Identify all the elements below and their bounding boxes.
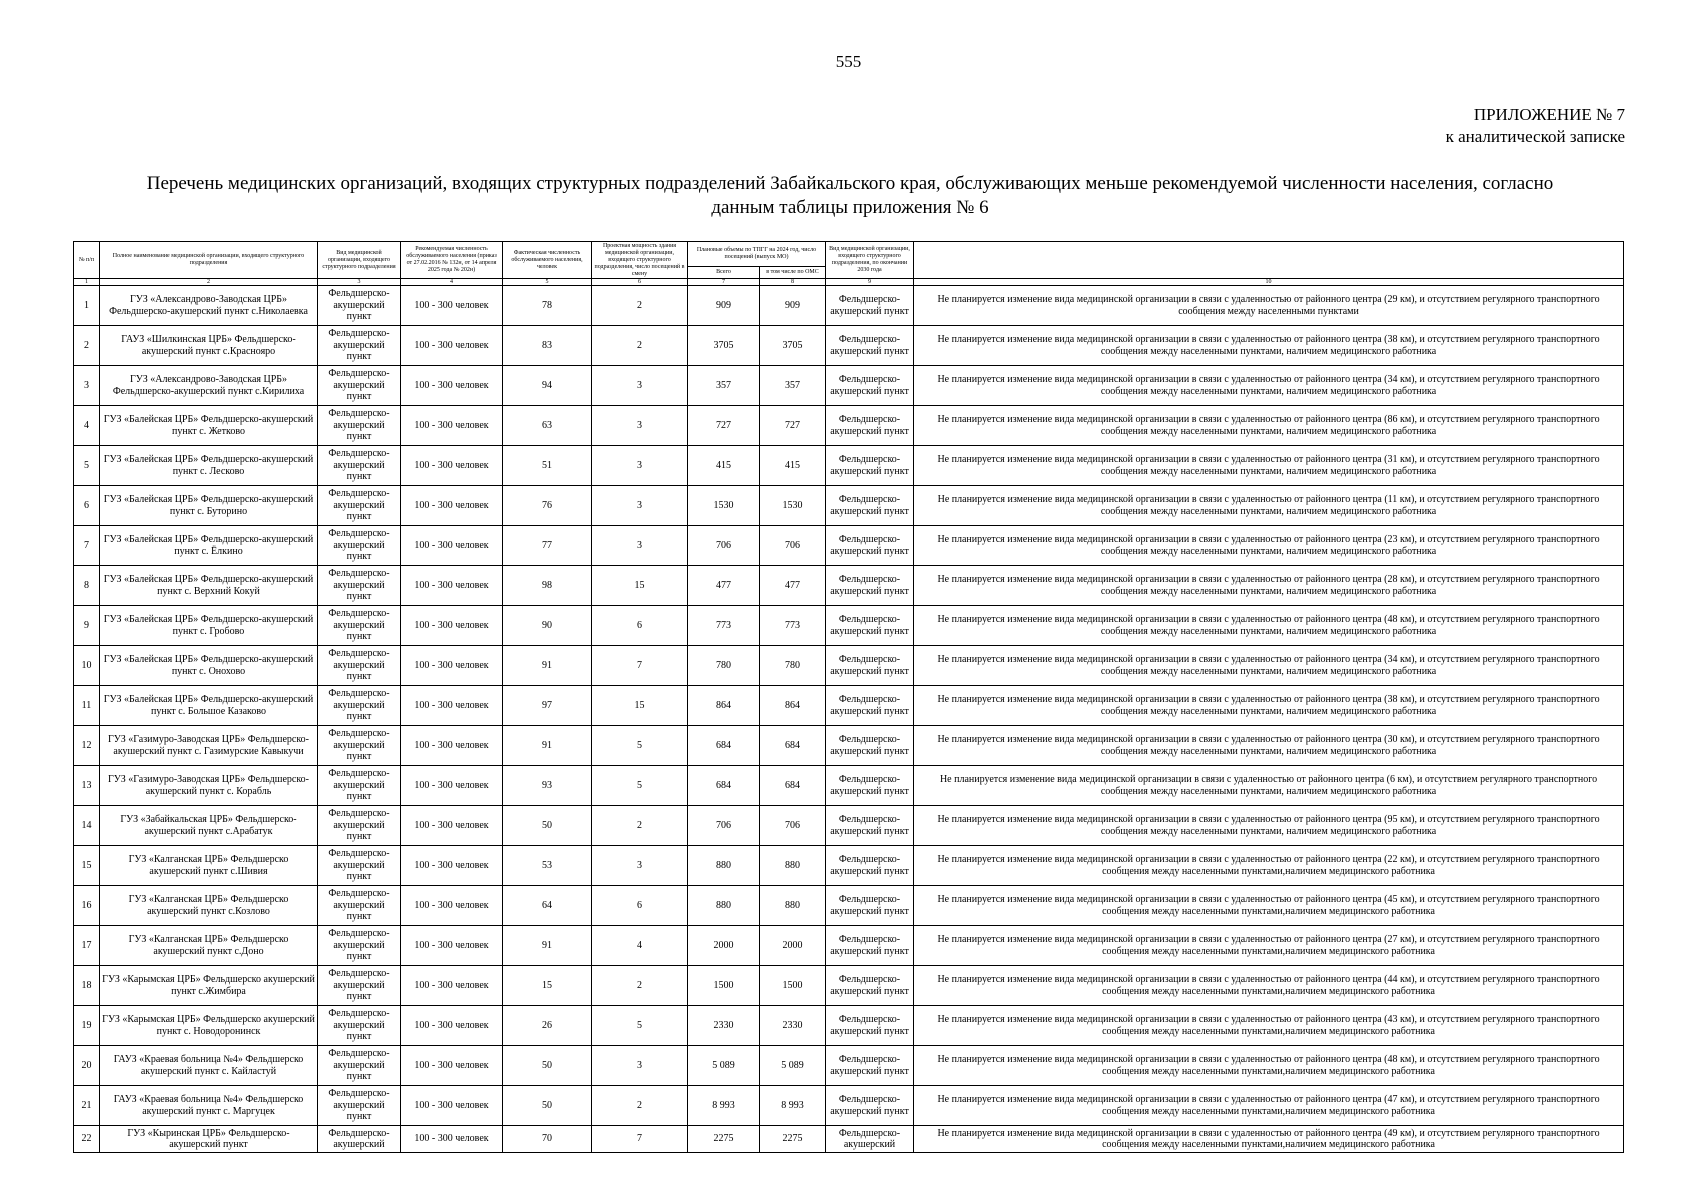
- cell-num: 5: [74, 446, 100, 486]
- cell-volume-total: 1500: [688, 966, 760, 1006]
- cell-note: Не планируется изменение вида медицинской организации в связи с удаленностью от районного центра (28 км), и отсутствием регулярного транспортного сообщения между населенными пунктами, наличием медицинского работника: [914, 566, 1624, 606]
- header-volumes-group: Плановые объемы по ТПГГ на 2024 год, число посещений (выпуск МО): [688, 242, 826, 267]
- cell-volume-oms: 2000: [760, 926, 826, 966]
- table-row: [74, 646, 1624, 686]
- cell-organization-name: ГУЗ «Балейская ЦРБ» Фельдшерско-акушерский пункт с. Лесково: [100, 446, 318, 486]
- page-number: 555: [835, 52, 862, 71]
- column-number: 7: [688, 279, 760, 286]
- cell-organization-type: Фельдшерско-акушерский пункт: [318, 966, 401, 1006]
- cell-actual-population: 70: [503, 1126, 592, 1153]
- cell-design-capacity: 3: [592, 846, 688, 886]
- cell-organization-name: ГУЗ «Александрово-Заводская ЦРБ» Фельдшерско-акушерский пункт с.Николаевка: [100, 286, 318, 326]
- table-row: [74, 846, 1624, 886]
- cell-note: Не планируется изменение вида медицинской организации в связи с удаленностью от районного центра (31 км), и отсутствием регулярного транспортного сообщения между населенными пунктами, наличием медицинского работника: [914, 446, 1624, 486]
- cell-note: Не планируется изменение вида медицинской организации в связи с удаленностью от районного центра (86 км), и отсутствием регулярного транспортного сообщения между населенными пунктами, наличием медицинского работника: [914, 406, 1624, 446]
- cell-volume-oms: 8 993: [760, 1086, 826, 1126]
- cell-note: Не планируется изменение вида медицинской организации в связи с удаленностью от районного центра (34 км), и отсутствием регулярного транспортного сообщения между населенными пунктами, наличием медицинского работника: [914, 366, 1624, 406]
- cell-volume-oms: 3705: [760, 326, 826, 366]
- cell-num: 2: [74, 326, 100, 366]
- cell-num: 3: [74, 366, 100, 406]
- cell-recommended-population: 100 - 300 человек: [401, 366, 503, 406]
- cell-volume-total: 357: [688, 366, 760, 406]
- cell-design-capacity: 15: [592, 566, 688, 606]
- cell-design-capacity: 6: [592, 886, 688, 926]
- cell-planned-type: Фельдшерско-акушерский пункт: [826, 406, 914, 446]
- cell-planned-type: Фельдшерско-акушерский пункт: [826, 886, 914, 926]
- table-row: [74, 726, 1624, 766]
- cell-volume-oms: 357: [760, 366, 826, 406]
- column-number: 10: [914, 279, 1624, 286]
- cell-num: 13: [74, 766, 100, 806]
- cell-recommended-population: 100 - 300 человек: [401, 1046, 503, 1086]
- cell-note: Не планируется изменение вида медицинской организации в связи с удаленностью от районного центра (34 км), и отсутствием регулярного транспортного сообщения между населенными пунктами, наличием медицинского работника: [914, 646, 1624, 686]
- cell-design-capacity: 7: [592, 1126, 688, 1153]
- cell-note: Не планируется изменение вида медицинской организации в связи с удаленностью от районного центра (44 км), и отсутствием регулярного транспортного сообщения между населенными пунктами,наличием медицинского работника: [914, 966, 1624, 1006]
- cell-organization-type: Фельдшерско-акушерский пункт: [318, 1086, 401, 1126]
- cell-organization-type: Фельдшерско-акушерский пункт: [318, 366, 401, 406]
- cell-organization-name: ГАУЗ «Краевая больница №4» Фельдшерско акушерский пункт с. Кайластуй: [100, 1046, 318, 1086]
- cell-num: 19: [74, 1006, 100, 1046]
- cell-note: Не планируется изменение вида медицинской организации в связи с удаленностью от районного центра (43 км), и отсутствием регулярного транспортного сообщения между населенными пунктами,наличием медицинского работника: [914, 1006, 1624, 1046]
- table-row: [74, 966, 1624, 1006]
- cell-recommended-population: 100 - 300 человек: [401, 486, 503, 526]
- header-total: Всего: [688, 267, 760, 279]
- cell-planned-type: Фельдшерско-акушерский пункт: [826, 446, 914, 486]
- cell-num: 17: [74, 926, 100, 966]
- cell-organization-name: ГУЗ «Калганская ЦРБ» Фельдшерско акушерский пункт с.Шивия: [100, 846, 318, 886]
- cell-num: 10: [74, 646, 100, 686]
- cell-organization-name: ГУЗ «Забайкальская ЦРБ» Фельдшерско-акушерский пункт с.Арабатук: [100, 806, 318, 846]
- header-oms: в том числе по ОМС: [760, 267, 826, 279]
- cell-num: 1: [74, 286, 100, 326]
- cell-volume-total: 773: [688, 606, 760, 646]
- cell-planned-type: Фельдшерско-акушерский пункт: [826, 286, 914, 326]
- cell-design-capacity: 4: [592, 926, 688, 966]
- cell-planned-type: Фельдшерско-акушерский: [826, 1126, 914, 1153]
- cell-volume-total: 3705: [688, 326, 760, 366]
- cell-organization-type: Фельдшерско-акушерский пункт: [318, 726, 401, 766]
- cell-actual-population: 50: [503, 1046, 592, 1086]
- cell-organization-type: Фельдшерско-акушерский пункт: [318, 886, 401, 926]
- cell-organization-name: ГУЗ «Карымская ЦРБ» Фельдшерско акушерский пункт с.Жимбира: [100, 966, 318, 1006]
- cell-organization-type: Фельдшерско-акушерский пункт: [318, 406, 401, 446]
- cell-note: Не планируется изменение вида медицинской организации в связи с удаленностью от районного центра (95 км), и отсутствием регулярного транспортного сообщения между населенными пунктами, наличием медицинского работника: [914, 806, 1624, 846]
- table-row: [74, 486, 1624, 526]
- cell-actual-population: 63: [503, 406, 592, 446]
- cell-recommended-population: 100 - 300 человек: [401, 966, 503, 1006]
- cell-volume-oms: 880: [760, 846, 826, 886]
- cell-organization-type: Фельдшерско-акушерский пункт: [318, 1046, 401, 1086]
- cell-actual-population: 26: [503, 1006, 592, 1046]
- column-number: 8: [760, 279, 826, 286]
- cell-actual-population: 77: [503, 526, 592, 566]
- cell-organization-type: Фельдшерско-акушерский пункт: [318, 446, 401, 486]
- cell-actual-population: 97: [503, 686, 592, 726]
- cell-organization-type: Фельдшерско-акушерский пункт: [318, 526, 401, 566]
- cell-design-capacity: 3: [592, 406, 688, 446]
- cell-recommended-population: 100 - 300 человек: [401, 766, 503, 806]
- cell-planned-type: Фельдшерско-акушерский пункт: [826, 366, 914, 406]
- table-row: [74, 766, 1624, 806]
- cell-recommended-population: 100 - 300 человек: [401, 886, 503, 926]
- cell-volume-total: 909: [688, 286, 760, 326]
- cell-design-capacity: 3: [592, 1046, 688, 1086]
- cell-volume-total: 880: [688, 846, 760, 886]
- table-row: [74, 886, 1624, 926]
- appendix-number: ПРИЛОЖЕНИЕ № 7: [1473, 105, 1625, 124]
- cell-organization-type: Фельдшерско-акушерский пункт: [318, 606, 401, 646]
- column-number: 2: [100, 279, 318, 286]
- cell-actual-population: 90: [503, 606, 592, 646]
- cell-actual-population: 51: [503, 446, 592, 486]
- cell-num: 11: [74, 686, 100, 726]
- table-row: [74, 926, 1624, 966]
- cell-organization-name: ГУЗ «Балейская ЦРБ» Фельдшерско-акушерский пункт с. Верхний Кокуй: [100, 566, 318, 606]
- cell-organization-name: ГУЗ «Балейская ЦРБ» Фельдшерско-акушерский пункт с. Гробово: [100, 606, 318, 646]
- cell-note: Не планируется изменение вида медицинской организации в связи с удаленностью от районного центра (6 км), и отсутствием регулярного транспортного сообщения между населенными пунктами, наличием медицинского работника: [914, 766, 1624, 806]
- appendix-label: [1446, 104, 1625, 148]
- cell-organization-name: ГАУЗ «Краевая больница №4» Фельдшерско акушерский пункт с. Маргуцек: [100, 1086, 318, 1126]
- table-row: [74, 566, 1624, 606]
- cell-volume-oms: 5 089: [760, 1046, 826, 1086]
- cell-organization-name: ГУЗ «Балейская ЦРБ» Фельдшерско-акушерский пункт с. Жетково: [100, 406, 318, 446]
- cell-volume-total: 880: [688, 886, 760, 926]
- cell-organization-type: Фельдшерско-акушерский пункт: [318, 686, 401, 726]
- cell-organization-type: Фельдшерско-акушерский пункт: [318, 846, 401, 886]
- table-row: [74, 286, 1624, 326]
- cell-actual-population: 50: [503, 1086, 592, 1126]
- table-row: [74, 446, 1624, 486]
- cell-num: 20: [74, 1046, 100, 1086]
- cell-actual-population: 64: [503, 886, 592, 926]
- cell-design-capacity: 5: [592, 1006, 688, 1046]
- cell-design-capacity: 2: [592, 966, 688, 1006]
- cell-organization-name: ГУЗ «Балейская ЦРБ» Фельдшерско-акушерский пункт с. Большое Казаково: [100, 686, 318, 726]
- cell-organization-type: Фельдшерско-акушерский пункт: [318, 326, 401, 366]
- cell-organization-type: Фельдшерско-акушерский пункт: [318, 286, 401, 326]
- cell-num: 21: [74, 1086, 100, 1126]
- document-title-line-1: Перечень медицинских организаций, входящих структурных подразделений Забайкальского края, обслуживающих меньше рекомендуемой численности населения, согласно: [146, 173, 1554, 194]
- cell-recommended-population: 100 - 300 человек: [401, 1086, 503, 1126]
- cell-actual-population: 94: [503, 366, 592, 406]
- cell-planned-type: Фельдшерско-акушерский пункт: [826, 646, 914, 686]
- header-actual: Фактическая численность обслуживаемого населения, человек: [503, 242, 592, 279]
- cell-recommended-population: 100 - 300 человек: [401, 526, 503, 566]
- cell-volume-oms: 2275: [760, 1126, 826, 1153]
- cell-volume-total: 2275: [688, 1126, 760, 1153]
- cell-organization-name: ГУЗ «Балейская ЦРБ» Фельдшерско-акушерский пункт с. Буторино: [100, 486, 318, 526]
- cell-recommended-population: 100 - 300 человек: [401, 326, 503, 366]
- cell-volume-total: 706: [688, 526, 760, 566]
- table-row: [74, 1006, 1624, 1046]
- cell-organization-type: Фельдшерско-акушерский пункт: [318, 926, 401, 966]
- cell-planned-type: Фельдшерско-акушерский пункт: [826, 1046, 914, 1086]
- column-number: 3: [318, 279, 401, 286]
- cell-note: Не планируется изменение вида медицинской организации в связи с удаленностью от районного центра (38 км), и отсутствием регулярного транспортного сообщения между населенными пунктами, наличием медицинского работника: [914, 326, 1624, 366]
- cell-recommended-population: 100 - 300 человек: [401, 406, 503, 446]
- cell-design-capacity: 15: [592, 686, 688, 726]
- table-row: [74, 1126, 1624, 1153]
- cell-volume-oms: 1500: [760, 966, 826, 1006]
- cell-actual-population: 76: [503, 486, 592, 526]
- cell-volume-total: 415: [688, 446, 760, 486]
- document-title-line-2: данным таблицы приложения № 6: [711, 197, 989, 218]
- appendix-reference: к аналитической записке: [1445, 127, 1625, 146]
- column-number: 5: [503, 279, 592, 286]
- cell-note: Не планируется изменение вида медицинской организации в связи с удаленностью от районного центра (45 км), и отсутствием регулярного транспортного сообщения между населенными пунктами,наличием медицинского работника: [914, 886, 1624, 926]
- header-capacity: Проектная мощность здания медицинской организации, входящего структурного подразделения, число посещений в смену: [592, 242, 688, 279]
- cell-recommended-population: 100 - 300 человек: [401, 846, 503, 886]
- cell-volume-oms: 684: [760, 726, 826, 766]
- cell-volume-total: 2330: [688, 1006, 760, 1046]
- cell-recommended-population: 100 - 300 человек: [401, 286, 503, 326]
- cell-volume-oms: 684: [760, 766, 826, 806]
- cell-num: 4: [74, 406, 100, 446]
- cell-organization-name: ГУЗ «Кыринская ЦРБ» Фельдшерско-акушерский пункт: [100, 1126, 318, 1153]
- cell-volume-oms: 864: [760, 686, 826, 726]
- cell-volume-oms: 706: [760, 526, 826, 566]
- cell-volume-total: 864: [688, 686, 760, 726]
- cell-volume-total: 2000: [688, 926, 760, 966]
- cell-planned-type: Фельдшерско-акушерский пункт: [826, 726, 914, 766]
- cell-planned-type: Фельдшерско-акушерский пункт: [826, 1086, 914, 1126]
- cell-organization-name: ГУЗ «Газимуро-Заводская ЦРБ» Фельдшерско-акушерский пункт с. Корабль: [100, 766, 318, 806]
- table-row: [74, 1046, 1624, 1086]
- cell-volume-oms: 909: [760, 286, 826, 326]
- cell-planned-type: Фельдшерско-акушерский пункт: [826, 966, 914, 1006]
- cell-organization-type: Фельдшерско-акушерский пункт: [318, 1006, 401, 1046]
- header-note: [914, 242, 1624, 279]
- cell-volume-oms: 727: [760, 406, 826, 446]
- cell-volume-total: 727: [688, 406, 760, 446]
- cell-volume-oms: 415: [760, 446, 826, 486]
- cell-recommended-population: 100 - 300 человек: [401, 726, 503, 766]
- cell-actual-population: 91: [503, 726, 592, 766]
- cell-planned-type: Фельдшерско-акушерский пункт: [826, 926, 914, 966]
- cell-actual-population: 15: [503, 966, 592, 1006]
- cell-note: Не планируется изменение вида медицинской организации в связи с удаленностью от районного центра (29 км), и отсутствием регулярного транспортного сообщения между населенными пунктами: [914, 286, 1624, 326]
- cell-design-capacity: 3: [592, 366, 688, 406]
- cell-volume-total: 5 089: [688, 1046, 760, 1086]
- organizations-table: [73, 241, 1624, 1153]
- cell-organization-name: ГУЗ «Газимуро-Заводская ЦРБ» Фельдшерско-акушерский пункт с. Газимурские Кавыкучи: [100, 726, 318, 766]
- cell-design-capacity: 6: [592, 606, 688, 646]
- cell-recommended-population: 100 - 300 человек: [401, 566, 503, 606]
- cell-volume-total: 780: [688, 646, 760, 686]
- cell-note: Не планируется изменение вида медицинской организации в связи с удаленностью от районного центра (30 км), и отсутствием регулярного транспортного сообщения между населенными пунктами, наличием медицинского работника: [914, 726, 1624, 766]
- cell-design-capacity: 3: [592, 526, 688, 566]
- cell-num: 8: [74, 566, 100, 606]
- cell-volume-oms: 1530: [760, 486, 826, 526]
- cell-recommended-population: 100 - 300 человек: [401, 606, 503, 646]
- cell-volume-total: 684: [688, 726, 760, 766]
- table-row: [74, 326, 1624, 366]
- table-row: [74, 1086, 1624, 1126]
- cell-note: Не планируется изменение вида медицинской организации в связи с удаленностью от районного центра (38 км), и отсутствием регулярного транспортного сообщения между населенными пунктами, наличием медицинского работника: [914, 686, 1624, 726]
- table-row: [74, 406, 1624, 446]
- table-row: [74, 366, 1624, 406]
- cell-num: 12: [74, 726, 100, 766]
- cell-organization-type: Фельдшерско-акушерский: [318, 1126, 401, 1153]
- cell-actual-population: 83: [503, 326, 592, 366]
- cell-actual-population: 91: [503, 926, 592, 966]
- cell-recommended-population: 100 - 300 человек: [401, 686, 503, 726]
- cell-organization-type: Фельдшерско-акушерский пункт: [318, 766, 401, 806]
- cell-organization-name: ГАУЗ «Шилкинская ЦРБ» Фельдшерско-акушерский пункт с.Краснояро: [100, 326, 318, 366]
- cell-design-capacity: 2: [592, 1086, 688, 1126]
- cell-volume-oms: 477: [760, 566, 826, 606]
- header-planned-type: Вид медицинской организации, входящего структурного подразделения, по окончании 2030 года: [826, 242, 914, 279]
- cell-note: Не планируется изменение вида медицинской организации в связи с удаленностью от районного центра (48 км), и отсутствием регулярного транспортного сообщения между населенными пунктами,наличием медицинского работника: [914, 1046, 1624, 1086]
- cell-recommended-population: 100 - 300 человек: [401, 646, 503, 686]
- cell-actual-population: 50: [503, 806, 592, 846]
- cell-planned-type: Фельдшерско-акушерский пункт: [826, 846, 914, 886]
- cell-design-capacity: 5: [592, 726, 688, 766]
- cell-num: 18: [74, 966, 100, 1006]
- cell-design-capacity: 3: [592, 446, 688, 486]
- cell-note: Не планируется изменение вида медицинской организации в связи с удаленностью от районного центра (49 км), и отсутствием регулярного транспортного сообщения между населенными пунктами,наличием медицинского работника: [914, 1126, 1624, 1153]
- column-number: 9: [826, 279, 914, 286]
- table-header: [74, 242, 1624, 286]
- cell-note: Не планируется изменение вида медицинской организации в связи с удаленностью от районного центра (23 км), и отсутствием регулярного транспортного сообщения между населенными пунктами, наличием медицинского работника: [914, 526, 1624, 566]
- column-number: 4: [401, 279, 503, 286]
- cell-recommended-population: 100 - 300 человек: [401, 1126, 503, 1153]
- table-row: [74, 806, 1624, 846]
- cell-organization-name: ГУЗ «Карымская ЦРБ» Фельдшерско акушерский пункт с. Новодоронинск: [100, 1006, 318, 1046]
- cell-organization-type: Фельдшерско-акушерский пункт: [318, 486, 401, 526]
- cell-actual-population: 93: [503, 766, 592, 806]
- header-type: Вид медицинской организации, входящего структурного подразделения: [318, 242, 401, 279]
- cell-design-capacity: 2: [592, 806, 688, 846]
- cell-volume-total: 8 993: [688, 1086, 760, 1126]
- column-number: 1: [74, 279, 100, 286]
- cell-recommended-population: 100 - 300 человек: [401, 806, 503, 846]
- cell-volume-total: 706: [688, 806, 760, 846]
- cell-planned-type: Фельдшерско-акушерский пункт: [826, 486, 914, 526]
- cell-actual-population: 98: [503, 566, 592, 606]
- cell-num: 6: [74, 486, 100, 526]
- cell-planned-type: Фельдшерско-акушерский пункт: [826, 326, 914, 366]
- cell-planned-type: Фельдшерско-акушерский пункт: [826, 686, 914, 726]
- cell-planned-type: Фельдшерско-акушерский пункт: [826, 766, 914, 806]
- cell-design-capacity: 2: [592, 286, 688, 326]
- header-recommended: Рекомендуемая численность обслуживаемого населения (приказ от 27.02.2016 № 132н, от 14 апреля 2025 года № 202н): [401, 242, 503, 279]
- document-title: [95, 172, 1605, 220]
- cell-planned-type: Фельдшерско-акушерский пункт: [826, 606, 914, 646]
- cell-design-capacity: 7: [592, 646, 688, 686]
- cell-volume-total: 684: [688, 766, 760, 806]
- cell-actual-population: 91: [503, 646, 592, 686]
- cell-actual-population: 53: [503, 846, 592, 886]
- cell-num: 14: [74, 806, 100, 846]
- cell-note: Не планируется изменение вида медицинской организации в связи с удаленностью от районного центра (11 км), и отсутствием регулярного транспортного сообщения между населенными пунктами, наличием медицинского работника: [914, 486, 1624, 526]
- table-row: [74, 526, 1624, 566]
- cell-planned-type: Фельдшерско-акушерский пункт: [826, 1006, 914, 1046]
- cell-planned-type: Фельдшерско-акушерский пункт: [826, 806, 914, 846]
- table-row: [74, 686, 1624, 726]
- cell-num: 16: [74, 886, 100, 926]
- header-num: № п/п: [74, 242, 100, 279]
- cell-design-capacity: 5: [592, 766, 688, 806]
- cell-organization-name: ГУЗ «Калганская ЦРБ» Фельдшерско акушерский пункт с.Доно: [100, 926, 318, 966]
- cell-organization-type: Фельдшерско-акушерский пункт: [318, 646, 401, 686]
- cell-note: Не планируется изменение вида медицинской организации в связи с удаленностью от районного центра (47 км), и отсутствием регулярного транспортного сообщения между населенными пунктами,наличием медицинского работника: [914, 1086, 1624, 1126]
- header-name: Полное наименование медицинской организации, входящего структурного подразделения: [100, 242, 318, 279]
- cell-volume-oms: 706: [760, 806, 826, 846]
- cell-volume-oms: 880: [760, 886, 826, 926]
- cell-note: Не планируется изменение вида медицинской организации в связи с удаленностью от районного центра (27 км), и отсутствием регулярного транспортного сообщения между населенными пунктами,наличием медицинского работника: [914, 926, 1624, 966]
- column-number: 6: [592, 279, 688, 286]
- cell-design-capacity: 2: [592, 326, 688, 366]
- cell-note: Не планируется изменение вида медицинской организации в связи с удаленностью от районного центра (48 км), и отсутствием регулярного транспортного сообщения между населенными пунктами, наличием медицинского работника: [914, 606, 1624, 646]
- cell-recommended-population: 100 - 300 человек: [401, 926, 503, 966]
- cell-organization-name: ГУЗ «Балейская ЦРБ» Фельдшерско-акушерский пункт с. Ёлкино: [100, 526, 318, 566]
- cell-recommended-population: 100 - 300 человек: [401, 446, 503, 486]
- cell-organization-type: Фельдшерско-акушерский пункт: [318, 566, 401, 606]
- cell-num: 15: [74, 846, 100, 886]
- cell-planned-type: Фельдшерско-акушерский пункт: [826, 526, 914, 566]
- cell-volume-total: 1530: [688, 486, 760, 526]
- cell-organization-name: ГУЗ «Балейская ЦРБ» Фельдшерско-акушерский пункт с. Онохово: [100, 646, 318, 686]
- table-row: [74, 606, 1624, 646]
- cell-planned-type: Фельдшерско-акушерский пункт: [826, 566, 914, 606]
- cell-num: 9: [74, 606, 100, 646]
- cell-volume-oms: 773: [760, 606, 826, 646]
- cell-num: 22: [74, 1126, 100, 1153]
- column-numbers-row: [74, 279, 1624, 286]
- cell-volume-oms: 2330: [760, 1006, 826, 1046]
- cell-note: Не планируется изменение вида медицинской организации в связи с удаленностью от районного центра (22 км), и отсутствием регулярного транспортного сообщения между населенными пунктами,наличием медицинского работника: [914, 846, 1624, 886]
- cell-volume-oms: 780: [760, 646, 826, 686]
- cell-organization-name: ГУЗ «Александрово-Заводская ЦРБ» Фельдшерско-акушерский пункт с.Кирилиха: [100, 366, 318, 406]
- cell-recommended-population: 100 - 300 человек: [401, 1006, 503, 1046]
- cell-actual-population: 78: [503, 286, 592, 326]
- cell-organization-name: ГУЗ «Калганская ЦРБ» Фельдшерско акушерский пункт с.Козлово: [100, 886, 318, 926]
- cell-design-capacity: 3: [592, 486, 688, 526]
- cell-num: 7: [74, 526, 100, 566]
- cell-volume-total: 477: [688, 566, 760, 606]
- cell-organization-type: Фельдшерско-акушерский пункт: [318, 806, 401, 846]
- table-body: [74, 286, 1624, 1153]
